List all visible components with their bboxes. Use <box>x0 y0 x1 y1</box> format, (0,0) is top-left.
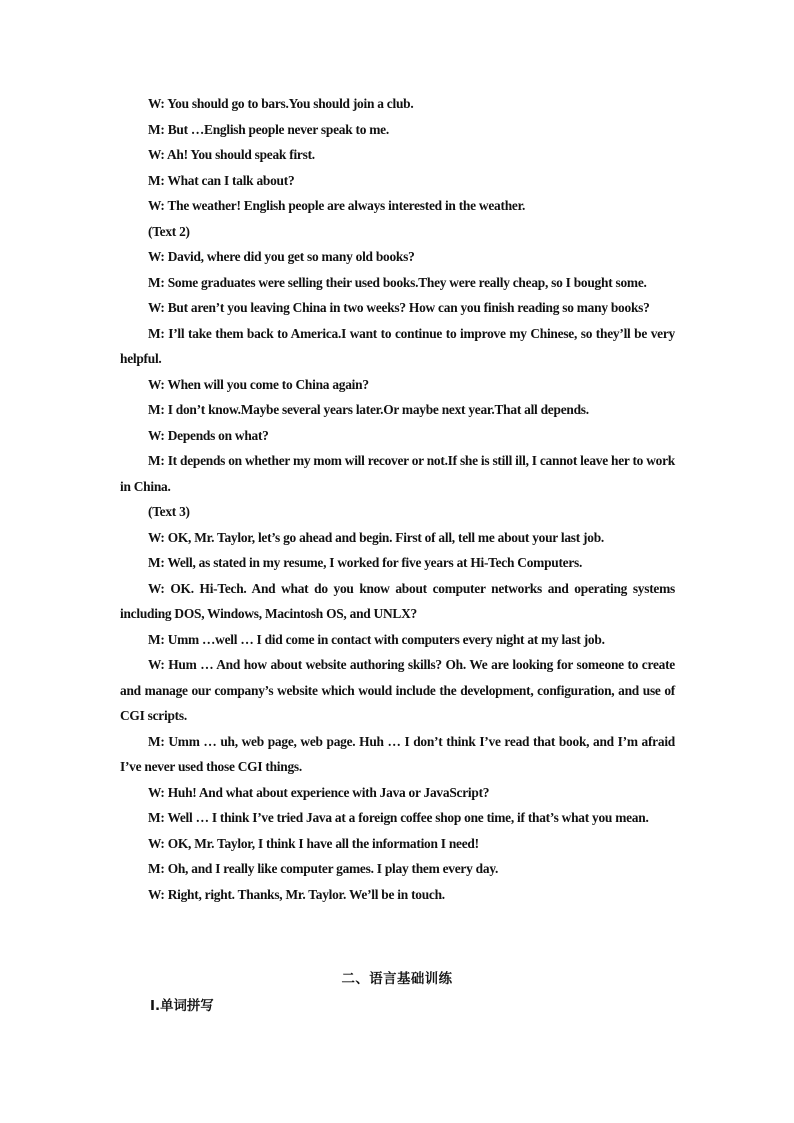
text-label: (Text 3) <box>148 504 190 519</box>
dialogue-line: M: It depends on whether my mom will recover or not.If she is still ill, I cannot leave her to work in China. <box>120 453 675 494</box>
dialogue-line: W: Hum … And how about website authoring skills? Oh. We are looking for someone to create and manage our company’s website which would include the development, configuration, and use of CGI scripts. <box>120 657 675 723</box>
dialogue-line: W: Huh! And what about experience with Java or JavaScript? <box>148 784 490 800</box>
dialogue-line: W: But aren’t you leaving China in two weeks? How can you finish reading so many books? <box>148 300 650 315</box>
dialogue-line: M: Umm …well … I did come in contact with computers every night at my last job. <box>148 631 605 647</box>
dialogue-line: M: Well, as stated in my resume, I worked for five years at Hi-Tech Computers. <box>148 555 583 570</box>
dialogue-line: M: Oh, and I really like computer games. I play them every day. <box>148 861 499 876</box>
text-label: (Text 2) <box>148 223 190 239</box>
dialogue-line: W: When will you come to China again? <box>148 376 369 392</box>
dialogue-line: W: Ah! You should speak first. <box>148 147 315 162</box>
dialogue-line: M: I don’t know.Maybe several years later.Or maybe next year.That all depends. <box>148 402 589 417</box>
subsection-heading: Ⅰ.单词拼写 <box>150 999 214 1014</box>
dialogue-line: W: OK. Hi-Tech. And what do you know about computer networks and operating systems including DOS, Windows, Macintosh OS, and UNLX? <box>120 580 675 621</box>
dialogue-line: M: Umm … uh, web page, web page. Huh … I don’t think I’ve read that book, and I’m afraid I’ve never used those CGI things. <box>120 733 675 774</box>
dialogue-line: M: Well … I think I’ve tried Java at a foreign coffee shop one time, if that’s what you mean. <box>148 810 649 825</box>
dialogue-line: M: Some graduates were selling their used books.They were really cheap, so I bought some. <box>148 274 647 290</box>
section-heading: 二、语言基础训练 <box>341 972 453 987</box>
dialogue-line: W: OK, Mr. Taylor, I think I have all the information I need! <box>148 835 479 851</box>
dialogue-line: M: What can I talk about? <box>148 172 295 188</box>
dialogue-line: M: I’ll take them back to America.I want to continue to improve my Chinese, so they’ll be very helpful. <box>120 325 675 366</box>
dialogue-line: M: But …English people never speak to me. <box>148 121 389 137</box>
dialogue-line: W: Depends on what? <box>148 427 269 443</box>
dialogue-line: W: David, where did you get so many old books? <box>148 249 415 264</box>
dialogue-transcript <box>120 91 675 907</box>
dialogue-line: W: You should go to bars.You should join a club. <box>148 96 414 111</box>
dialogue-line: W: Right, right. Thanks, Mr. Taylor. We’ll be in touch. <box>148 886 445 902</box>
dialogue-line: W: The weather! English people are always interested in the weather. <box>148 198 526 213</box>
dialogue-line: W: OK, Mr. Taylor, let’s go ahead and begin. First of all, tell me about your last job. <box>148 529 604 545</box>
